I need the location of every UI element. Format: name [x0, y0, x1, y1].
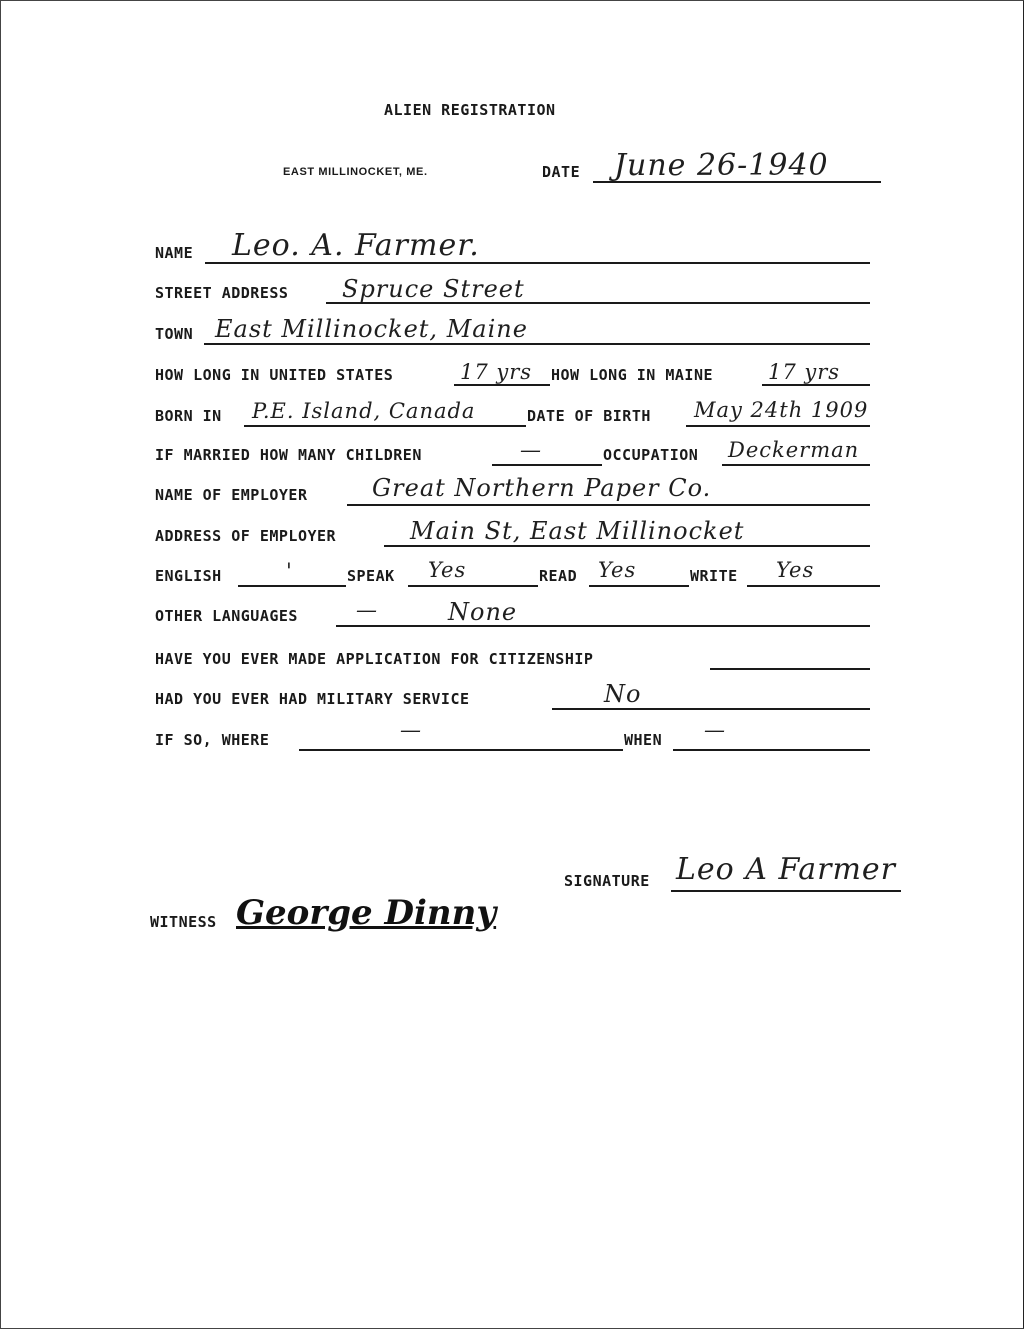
date-of-birth-value: May 24th 1909 [694, 398, 869, 422]
english-value: ' [286, 559, 293, 583]
signature-label: SIGNATURE [564, 872, 650, 890]
where-value: — [400, 718, 422, 742]
how-long-us-value: 17 yrs [460, 360, 533, 384]
when-value: — [704, 718, 726, 742]
occupation-label: OCCUPATION [603, 446, 699, 464]
citizenship-underline [710, 668, 870, 670]
date-value: June 26-1940 [614, 148, 829, 183]
military-underline [552, 708, 870, 710]
write-underline [747, 585, 880, 587]
town-value: East Millinocket, Maine [215, 315, 528, 343]
born-in-label: BORN IN [155, 407, 222, 425]
form-title: ALIEN REGISTRATION [384, 101, 556, 119]
how-long-maine-underline [762, 384, 870, 386]
when-label: WHEN [624, 731, 663, 749]
occupation-value: Deckerman [728, 438, 860, 462]
name-value: Leo. A. Farmer. [232, 228, 480, 263]
town-label: TOWN [155, 325, 194, 343]
born-in-underline [244, 425, 526, 427]
date-of-birth-underline [686, 425, 870, 427]
military-label: HAD YOU EVER HAD MILITARY SERVICE [155, 690, 470, 708]
write-label: WRITE [690, 567, 738, 585]
employer-name-label: NAME OF EMPLOYER [155, 486, 308, 504]
speak-underline [408, 585, 538, 587]
married-children-value: — [520, 438, 542, 462]
date-label: DATE [542, 163, 581, 181]
military-value: No [604, 680, 642, 708]
english-underline [238, 585, 346, 587]
street-address-label: STREET ADDRESS [155, 284, 289, 302]
how-long-us-underline [454, 384, 550, 386]
occupation-underline [722, 464, 870, 466]
citizenship-label: HAVE YOU EVER MADE APPLICATION FOR CITIZENSHIP [155, 650, 594, 668]
signature-value: Leo A Farmer [676, 852, 897, 887]
signature-underline [671, 890, 901, 892]
witness-label: WITNESS [150, 913, 217, 931]
write-value: Yes [776, 558, 815, 582]
english-label: ENGLISH [155, 567, 222, 585]
name-label: NAME [155, 244, 194, 262]
if-so-where-label: IF SO, WHERE [155, 731, 270, 749]
other-languages-dash: — [356, 598, 378, 622]
other-languages-underline [336, 625, 870, 627]
other-languages-label: OTHER LANGUAGES [155, 607, 298, 625]
employer-address-value: Main St, East Millinocket [410, 517, 745, 545]
how-long-us-label: HOW LONG IN UNITED STATES [155, 366, 394, 384]
read-value: Yes [598, 558, 637, 582]
town-underline [204, 343, 870, 345]
born-in-value: P.E. Island, Canada [252, 399, 476, 423]
witness-signature: George Dinny [236, 893, 497, 933]
how-long-maine-value: 17 yrs [768, 360, 841, 384]
employer-address-label: ADDRESS OF EMPLOYER [155, 527, 337, 545]
where-underline [299, 749, 623, 751]
read-underline [589, 585, 689, 587]
when-underline [673, 749, 870, 751]
employer-name-value: Great Northern Paper Co. [372, 474, 712, 502]
street-address-value: Spruce Street [342, 275, 525, 303]
married-children-label: IF MARRIED HOW MANY CHILDREN [155, 446, 422, 464]
read-label: READ [539, 567, 578, 585]
employer-name-underline [347, 504, 870, 506]
town-stamp: EAST MILLINOCKET, ME. [283, 166, 428, 178]
date-of-birth-label: DATE OF BIRTH [527, 407, 651, 425]
employer-address-underline [384, 545, 870, 547]
how-long-maine-label: HOW LONG IN MAINE [551, 366, 714, 384]
other-languages-value: None [448, 598, 518, 626]
speak-value: Yes [428, 558, 467, 582]
married-children-underline [492, 464, 602, 466]
speak-label: SPEAK [347, 567, 395, 585]
